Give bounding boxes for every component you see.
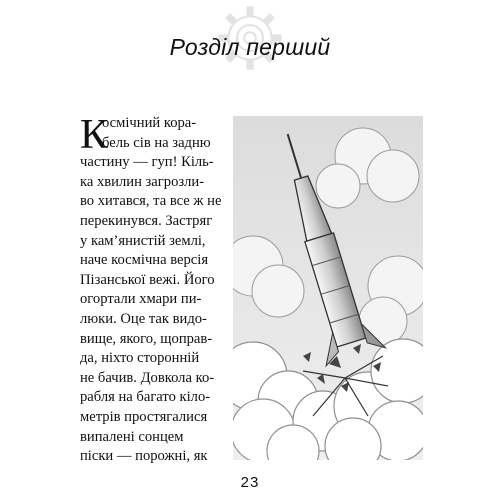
body-line: піски — порожні, як: [80, 448, 208, 465]
page-number: 23: [240, 474, 260, 491]
body-line: не бачив. Довкола ко-: [80, 369, 215, 386]
body-line: частину — гуп! Кіль-: [80, 154, 214, 171]
body-line: наче космічна версія: [80, 252, 209, 269]
body-line: вище, якого, щоправ-: [80, 330, 213, 347]
body-line: рабля на багато кіло-: [80, 389, 211, 406]
body-text: [80, 114, 224, 467]
chapter-title: Розділ перший: [169, 34, 331, 60]
body-line: бель сів на задню: [102, 134, 211, 151]
drop-cap: К: [80, 112, 109, 158]
rocket-illustration: [233, 116, 423, 460]
body-line: огортали хмари пи-: [80, 291, 202, 308]
rocket-icon: [233, 116, 423, 460]
body-line: люки. Оце так видо-: [80, 310, 207, 327]
body-line: у кам’янистій землі,: [80, 232, 206, 249]
body-line: перекинувся. Застряг: [80, 212, 213, 229]
body-line: осмічний кора-: [102, 115, 197, 131]
body-line: метрів простягалися: [80, 408, 208, 425]
body-line: ка хвилин загрозли-: [80, 173, 205, 190]
body-line: во хитався, та все ж не: [80, 193, 222, 210]
body-line: Пізанської вежі. Його: [80, 271, 215, 288]
body-line: випалені сонцем: [80, 428, 184, 445]
body-line: да, ніхто сторонній: [80, 350, 200, 367]
